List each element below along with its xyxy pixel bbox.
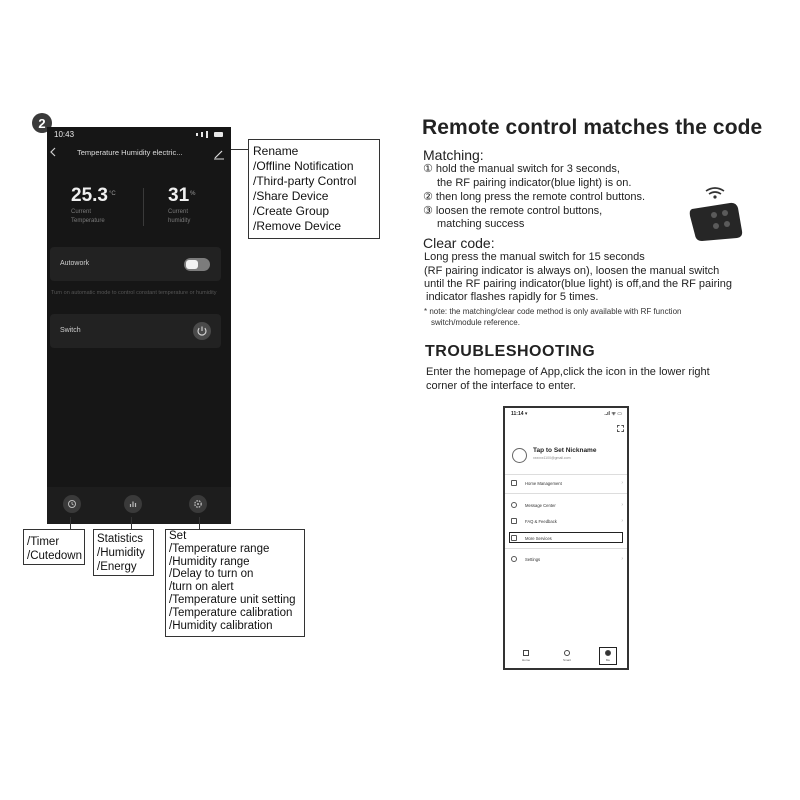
callout-line: /Create Group [253,204,330,218]
status-signal-icons: ..ıl ᯤ ▭ [604,411,622,417]
clear-line: (RF pairing indicator is always on), loosen the manual switch [424,265,720,277]
set-callout [165,529,305,637]
menu-item-label: Home Management [525,481,562,486]
humidity-reading [168,185,195,225]
step-badge: 2 [32,113,52,133]
message-icon [511,502,517,508]
matching-line: matching success [437,218,525,230]
gear-icon[interactable] [189,495,207,513]
autowork-label: Autowork [60,260,90,267]
home-icon [511,480,517,486]
power-icon[interactable] [193,322,211,340]
chevron-right-icon: › [621,480,623,486]
bottom-toolbar [47,487,231,524]
chevron-right-icon: › [621,502,623,508]
callout-line: /Timer [27,536,60,548]
callout-line: Rename [253,144,299,158]
more-services-highlight [509,532,623,543]
divider [505,474,627,475]
more-menu-callout [248,139,380,239]
smart-icon [564,650,570,656]
feedback-icon [511,518,517,524]
callout-line: /Third-party Control [253,174,357,188]
clear-line: until the RF pairing indicator(blue light) is off,and the RF pairing [424,278,732,290]
app-me-screen [503,406,629,670]
matching-line: ② then long press the remote control buttons. [423,191,646,203]
back-icon[interactable] [47,145,61,162]
callout-line: Set [169,530,187,542]
status-signal-icons [196,131,223,138]
callout-line: /turn on alert [169,581,234,594]
callout-line: /Share Device [253,189,329,203]
callout-line: /Offline Notification [253,159,354,173]
readings-panel [71,185,221,231]
menu-item-label: FAQ & Feedback [525,519,557,524]
clear-line: indicator flashes rapidly for 5 times. [426,291,599,303]
tab-label: Me [605,658,611,662]
temperature-unit: °C [108,190,116,197]
set-leader [199,517,200,529]
humidity-value: 31 [168,185,190,206]
avatar[interactable] [512,448,527,463]
autowork-card [50,247,221,281]
callout-line: /Temperature unit setting [169,593,296,606]
status-time: 11:14 ▾ [511,411,528,417]
statistics-leader [131,517,132,529]
note-line: * note: the matching/clear code method is only available with RF function [424,307,682,316]
menu-item-faq-feedback[interactable] [511,517,623,527]
humidity-caption-1: Current [168,209,189,215]
autowork-hint: Turn on automatic mode to control constant temperature or humidity [51,290,217,296]
timer-callout [23,529,85,565]
device-control-screen [47,127,231,524]
switch-card [50,314,221,348]
clear-line: Long press the manual switch for 15 seconds [424,251,645,263]
chevron-right-icon: › [621,556,623,562]
matching-line: the RF pairing indicator(blue light) is on. [437,177,632,189]
menu-item-settings[interactable] [511,555,623,565]
humidity-unit: % [190,190,196,197]
callout-line: /Delay to turn on [169,568,254,581]
rename-leader [231,149,248,150]
rf-remote-control-icon [684,185,746,241]
divider [505,493,627,494]
matching-line: ① hold the manual switch for 3 seconds, [423,163,620,175]
timer-leader [70,517,71,529]
nickname-link[interactable]: Tap to Set Nickname [533,447,597,454]
callout-line: Statistics [97,533,144,545]
temperature-caption-2: Temperature [71,218,105,224]
callout-line: /Temperature range [169,542,270,555]
scan-icon[interactable] [617,425,624,432]
home-icon [523,650,529,656]
status-time: 10:43 [54,130,75,139]
note-line: switch/module reference. [431,318,520,327]
temperature-caption-1: Current [71,209,92,215]
clear-code-title: Clear code: [423,235,495,251]
callout-line: /Cutedown [27,550,82,562]
matching-line: ③ loosen the remote control buttons, [423,205,603,217]
menu-item-message-center[interactable] [511,501,623,511]
tab-home[interactable] [516,650,536,662]
callout-line: /Humidity [97,547,145,559]
chevron-right-icon: › [621,518,623,524]
instructions-title: Remote control matches the code [422,116,763,139]
switch-label: Switch [60,327,81,334]
troubleshooting-line: Enter the homepage of App,click the icon in the lower right [426,366,710,378]
menu-item-label: More Services [525,536,552,541]
callout-line: /Remove Device [253,219,342,233]
temperature-value: 25.3 [71,185,108,206]
callout-line: /Energy [97,561,137,573]
temperature-reading [71,185,116,225]
matching-title: Matching: [423,147,484,163]
account-email: xxxxxx1100@gmail.com [533,456,571,460]
tab-label: Home [521,658,530,662]
gear-icon [511,556,517,562]
device-title: Temperature Humidity electric... [77,148,183,157]
humidity-caption-2: humidity [168,218,191,224]
clock-icon[interactable] [63,495,81,513]
divider [505,548,627,549]
edit-icon[interactable] [212,147,226,159]
autowork-toggle[interactable] [184,258,210,271]
callout-line: /Temperature calibration [169,606,293,619]
callout-line: /Humidity range [169,555,250,568]
tab-label: Smart [562,658,571,662]
menu-item-home-management[interactable] [511,479,623,489]
callout-line: /Humidity calibration [169,619,273,632]
tab-smart[interactable] [557,650,577,662]
bar-chart-icon[interactable] [124,495,142,513]
statistics-callout [93,529,154,576]
menu-item-label: Message Center [525,503,556,508]
readings-divider [143,188,144,226]
me-tab-highlight [599,647,617,665]
menu-item-label: Settings [525,557,541,562]
troubleshooting-line: corner of the interface to enter. [426,380,576,392]
troubleshooting-title: TROUBLESHOOTING [425,343,596,360]
